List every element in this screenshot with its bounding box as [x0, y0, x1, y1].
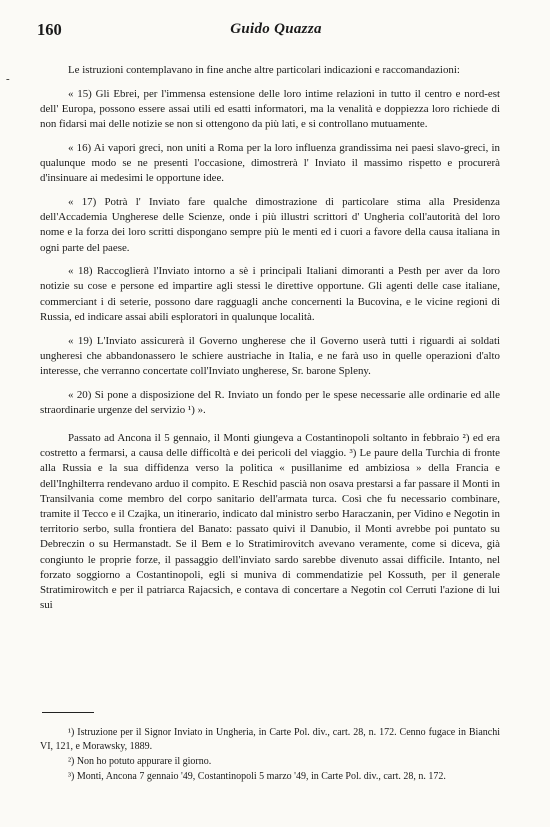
instruction-16: « 16) Ai vapori greci, non uniti a Roma per la loro influenza grandissima nei paesi slavo-greci, in qualunque modo se ne presenti l'occasione, dimostrerà l' Inviato il massimo rispetto e procurerà d'insinuare ai medesimi le opportune idee. [40, 141, 500, 185]
instruction-15: « 15) Gli Ebrei, per l'immensa estensione delle loro intime relazioni in tutto il centro e nord-est dell' Europa, possono essere assai utili ed esatti informatori, ma la venalità e doppiezza loro richiede di non fidarsi mai delle notizie se non si ottengono da più lati, e si controllano mutuamente. [40, 87, 500, 131]
body-text [40, 63, 500, 622]
instruction-17: « 17) Potrà l' Inviato fare qualche dimostrazione di particolare stima alla Presidenza dell'Accademia Ungherese delle Scienze, onde i più illustri scrittori d' Ungheria coll'autorità del loro nome e la forza dei loro scritti dispongano sempre più le menti ed i cuori a favore della causa italiana in ogni parte del paese. [40, 195, 500, 254]
margin-mark: - [6, 73, 10, 85]
footnote-divider [42, 712, 94, 713]
instruction-20: « 20) Si pone a disposizione del R. Inviato un fondo per le spese necessarie alle ordinarie ed alle straordinarie urgenze del servizio ¹) ». [40, 388, 500, 416]
footnote-2: ²) Non ho potuto appurare il giorno. [68, 756, 212, 767]
footnote-1: ¹) Istruzione per il Signor Inviato in Ungheria, in Carte Pol. div., cart. 28, n. 172. Cenno fugace in Bianchi VI, 121, e Morawsky, 1889. [40, 727, 500, 752]
running-title: Guido Quazza [230, 21, 322, 37]
footnotes [40, 726, 500, 785]
instruction-18: « 18) Raccoglierà l'Inviato intorno a sè i principali Italiani dimoranti a Pesth per aver da loro notizie su cose e persone ed impartire agli stessi le direttive opportune. Gli agenti delle case italiane, commerciant i di seterie, possono dare ragguagli anche concernenti la Bucovina, e le vicine regioni di Russia, ed indicare assai abili esploratori in qualunque località. [40, 265, 500, 323]
footnote-3: ³) Monti, Ancona 7 gennaio '49, Costantinopoli 5 marzo '49, in Carte Pol. div., cart. 28, n. 172. [68, 771, 446, 782]
instruction-19: « 19) L'Inviato assicurerà il Governo ungherese che il Governo userà tutti i riguardi ai soldati ungheresi che abbandonassero le schiere austriache in Italia, e ne farà uso in quelle operazioni d'alto interesse, che verranno concertate coll'Inviato ungherese, Sr. barone Spleny. [40, 334, 500, 377]
intro-paragraph: Le istruzioni contemplavano in fine anche altre particolari indicazioni e raccomandazioni: [68, 64, 460, 76]
page-number: 160 [37, 20, 62, 39]
narrative-paragraph: Passato ad Ancona il 5 gennaio, il Monti giungeva a Costantinopoli soltanto in febbraio ²) ed era costretto a fermarsi, a causa delle difficoltà e dei pericoli del viaggio. ³) Le paure della Turchia di fronte alla Russia e la sua diffidenza verso la politica « pusillanime ed ambiziosa » della Francia e dell'Inghilterra rendevano arduo il compito. E Reschid pascià non osava prestarsi a far passare il Monti in Transilvania come membro del corpo sanitario dell'armata turca. Così che fu necessario combinare, tramite il Tecco e il Czajka, un itinerario, indicato dal ministro serbo Haraczanin, per Vidino e Negotin in territorio serbo, sulla frontiera del Banato: passato quivi il Danubio, il Monti avrebbe poi puntato su Debreczin o su Hermanstadt. Se il Bem e lo Stratimirovitch avevano veramente, come si diceva, già congiunto le proprie forze, il passaggio dell'inviato sardo sarebbe divenuto assai difficile. Intanto, nel forzato soggiorno a Costantinopoli, egli si muniva di commendatizie pel Kossuth, per il generale Stratimirowitch e per il patriarca Rajacsich, e contava di concertare a Negotin col Cerruti l'azione di lui sui [40, 432, 500, 612]
page-header [37, 20, 515, 42]
